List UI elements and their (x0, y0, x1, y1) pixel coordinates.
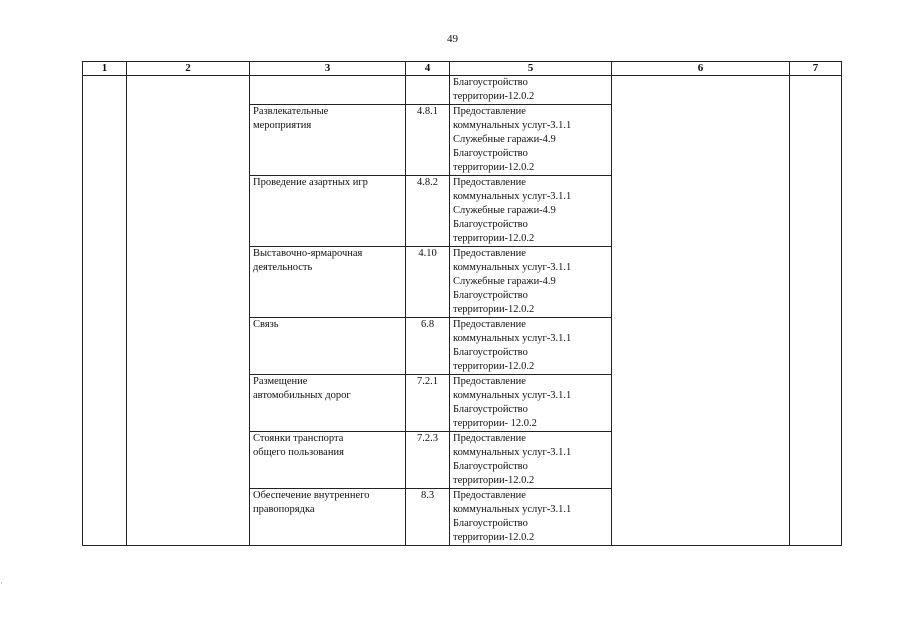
land-use-name-cell (250, 176, 406, 247)
related-use-line: Предоставление (453, 248, 526, 259)
related-use-line: Предоставление (453, 319, 526, 330)
header-col-5: 5 (450, 62, 612, 76)
related-use-line: Благоустройство (453, 219, 528, 230)
header-col-2: 2 (127, 62, 250, 76)
related-uses-cell (450, 176, 612, 247)
related-uses-cell (450, 318, 612, 375)
related-uses-cell (450, 489, 612, 546)
related-use-line: территории-12.0.2 (453, 532, 535, 543)
related-use-line: территории- 12.0.2 (453, 418, 537, 429)
related-uses-cell (450, 105, 612, 176)
related-use-line: территории-12.0.2 (453, 162, 535, 173)
related-uses-cell (450, 247, 612, 318)
related-use-line: территории-12.0.2 (453, 304, 535, 315)
land-use-code-cell: 7.2.1 (406, 375, 450, 432)
related-use-line: территории-12.0.2 (453, 233, 535, 244)
table-row (83, 76, 842, 105)
related-use-line: коммунальных услуг-3.1.1 (453, 333, 572, 344)
related-use-line: Предоставление (453, 490, 526, 501)
related-use-line: Благоустройство (453, 148, 528, 159)
related-uses-cell (450, 76, 612, 105)
related-use-line: коммунальных услуг-3.1.1 (453, 390, 572, 401)
land-use-name-line: Стоянки транспорта (253, 433, 344, 444)
related-use-line: Благоустройство (453, 77, 528, 88)
related-use-line: Предоставление (453, 376, 526, 387)
related-use-line: коммунальных услуг-3.1.1 (453, 191, 572, 202)
land-use-name-line: Обеспечение внутреннего (253, 490, 370, 501)
land-use-name-cell (250, 318, 406, 375)
header-col-3: 3 (250, 62, 406, 76)
col-2-cell (127, 76, 250, 546)
land-use-name-cell (250, 489, 406, 546)
land-use-name-cell (250, 76, 406, 105)
land-use-name-cell (250, 432, 406, 489)
margin-mark: · (0, 578, 3, 588)
col-1-cell (83, 76, 127, 546)
land-use-name-cell (250, 375, 406, 432)
page-number: 49 (447, 33, 458, 45)
land-use-code-cell: 8.3 (406, 489, 450, 546)
related-use-line: Предоставление (453, 433, 526, 444)
land-use-name-line: Проведение азартных игр (253, 177, 368, 188)
related-use-line: территории-12.0.2 (453, 91, 535, 102)
col-6-cell (612, 76, 790, 546)
land-use-name-cell (250, 105, 406, 176)
land-use-table (82, 61, 842, 546)
land-use-name-line: Развлекательные (253, 106, 329, 117)
related-use-line: Благоустройство (453, 518, 528, 529)
land-use-name-line: правопорядка (253, 504, 315, 515)
header-col-1: 1 (83, 62, 127, 76)
related-use-line: коммунальных услуг-3.1.1 (453, 120, 572, 131)
related-use-line: коммунальных услуг-3.1.1 (453, 447, 572, 458)
header-row (83, 62, 842, 76)
related-use-line: Благоустройство (453, 404, 528, 415)
header-col-4: 4 (406, 62, 450, 76)
related-use-line: Предоставление (453, 177, 526, 188)
header-col-6: 6 (612, 62, 790, 76)
land-use-name-line: Размещение (253, 376, 308, 387)
related-use-line: Служебные гаражи-4.9 (453, 205, 556, 216)
land-use-code-cell: 6.8 (406, 318, 450, 375)
related-uses-cell (450, 375, 612, 432)
related-use-line: Служебные гаражи-4.9 (453, 276, 556, 287)
land-use-code-cell: 4.8.1 (406, 105, 450, 176)
land-use-name-line: деятельность (253, 262, 313, 273)
related-use-line: коммунальных услуг-3.1.1 (453, 262, 572, 273)
land-use-code-cell: 7.2.3 (406, 432, 450, 489)
related-use-line: Благоустройство (453, 461, 528, 472)
related-use-line: территории-12.0.2 (453, 475, 535, 486)
header-col-7: 7 (790, 62, 842, 76)
related-uses-cell (450, 432, 612, 489)
land-use-name-line: Выставочно-ярмарочная (253, 248, 363, 259)
col-7-cell (790, 76, 842, 546)
land-use-name-line: мероприятия (253, 120, 312, 131)
related-use-line: территории-12.0.2 (453, 361, 535, 372)
related-use-line: коммунальных услуг-3.1.1 (453, 504, 572, 515)
land-use-code-cell: 4.10 (406, 247, 450, 318)
land-use-name-line: Связь (253, 319, 279, 330)
land-use-code-cell (406, 76, 450, 105)
land-use-code-cell: 4.8.2 (406, 176, 450, 247)
related-use-line: Служебные гаражи-4.9 (453, 134, 556, 145)
land-use-name-line: автомобильных дорог (253, 390, 351, 401)
land-use-name-cell (250, 247, 406, 318)
related-use-line: Благоустройство (453, 347, 528, 358)
related-use-line: Благоустройство (453, 290, 528, 301)
related-use-line: Предоставление (453, 106, 526, 117)
land-use-name-line: общего пользования (253, 447, 344, 458)
